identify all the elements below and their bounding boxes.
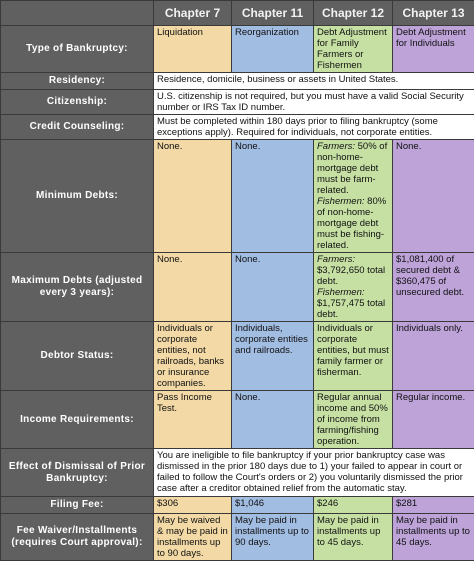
row-label: Citizenship:: [1, 90, 154, 115]
cell-ch11: None.: [232, 391, 314, 449]
row-fee-waiver: [1, 514, 474, 561]
cell-ch13: $1,081,400 of secured debt & $360,475 of unsecured debt.: [393, 253, 474, 322]
cell-ch11: $1,046: [232, 497, 314, 514]
cell-ch13: None.: [393, 140, 474, 253]
header-chapter-12: Chapter 12: [314, 1, 393, 26]
header-chapter-13: Chapter 13: [393, 1, 474, 26]
corner-cell: [1, 1, 154, 26]
cell-ch13: $281: [393, 497, 474, 514]
row-label: Credit Counseling:: [1, 115, 154, 140]
cell-ch12: Individuals or corporate entities, but must family farmer or fisherman.: [314, 322, 393, 391]
row-type-of-bankruptcy: [1, 26, 474, 73]
farmers-label: Farmers:: [317, 254, 355, 265]
cell-ch11: None.: [232, 253, 314, 322]
cell-all-chapters: Must be completed within 180 days prior to filing bankruptcy (some exceptions apply). Required for individuals, not corporate entities.: [154, 115, 474, 140]
row-minimum-debts: [1, 140, 474, 253]
row-debtor-status: [1, 322, 474, 391]
cell-ch11: Reorganization: [232, 26, 314, 73]
cell-ch13: Debt Adjustment for Individuals: [393, 26, 474, 73]
row-filing-fee: [1, 497, 474, 514]
row-label: Debtor Status:: [1, 322, 154, 391]
fishermen-text: $1,757,475 total debt.: [317, 298, 385, 320]
cell-ch12: Regular annual income and 50% of income from farming/fishing operation.: [314, 391, 393, 449]
cell-ch7: Pass Income Test.: [154, 391, 232, 449]
farmers-text: $3,792,650 total debt.: [317, 265, 385, 287]
row-income-requirements: [1, 391, 474, 449]
row-maximum-debts: [1, 253, 474, 322]
row-label: Minimum Debts:: [1, 140, 154, 253]
cell-ch12: [314, 253, 393, 322]
row-citizenship: [1, 90, 474, 115]
cell-ch13: May be paid in installments up to 45 days.: [393, 514, 474, 561]
header-chapter-11: Chapter 11: [232, 1, 314, 26]
fishermen-label: Fishermen:: [317, 287, 365, 298]
cell-ch12: Debt Adjustment for Family Farmers or Fishermen: [314, 26, 393, 73]
header-row: [1, 1, 474, 26]
cell-ch12: May be paid in installments up to 45 days.: [314, 514, 393, 561]
farmers-text: 50% of non-home-mortgage debt must be farm-related.: [317, 141, 387, 196]
row-label: Type of Bankruptcy:: [1, 26, 154, 73]
cell-ch11: None.: [232, 140, 314, 253]
cell-ch7: None.: [154, 140, 232, 253]
cell-all-chapters: You are ineligible to file bankruptcy if your prior bankruptcy case was dismissed in the prior 180 days due to 1) your failed to appear in court or failed to follow the Court's orders or 2) you voluntarily dismissed the prior case after a creditor obtained relief from the automatic stay.: [154, 449, 474, 497]
cell-ch11: May be paid in installments up to 90 days.: [232, 514, 314, 561]
cell-all-chapters: U.S. citizenship is not required, but you must have a valid Social Security number or IRS Tax ID number.: [154, 90, 474, 115]
cell-ch11: Individuals, corporate entities and railroads.: [232, 322, 314, 391]
cell-ch7: Liquidation: [154, 26, 232, 73]
cell-all-chapters: Residence, domicile, business or assets in United States.: [154, 73, 474, 90]
row-label: Residency:: [1, 73, 154, 90]
row-label: Maximum Debts (adjusted every 3 years):: [1, 253, 154, 322]
row-residency: [1, 73, 474, 90]
cell-ch7: None.: [154, 253, 232, 322]
row-credit-counseling: [1, 115, 474, 140]
cell-ch7: May be waived & may be paid in installments up to 90 days.: [154, 514, 232, 561]
row-label: Effect of Dismissal of Prior Bankruptcy:: [1, 449, 154, 497]
header-chapter-7: Chapter 7: [154, 1, 232, 26]
fishermen-label: Fishermen:: [317, 196, 365, 207]
cell-ch13: Regular income.: [393, 391, 474, 449]
cell-ch7: $306: [154, 497, 232, 514]
cell-ch13: Individuals only.: [393, 322, 474, 391]
row-label: Filing Fee:: [1, 497, 154, 514]
cell-ch12: [314, 140, 393, 253]
row-effect-of-dismissal: [1, 449, 474, 497]
row-label: Fee Waiver/Installments (requires Court approval):: [1, 514, 154, 561]
cell-ch7: Individuals or corporate entities, not railroads, banks or insurance companies.: [154, 322, 232, 391]
row-label: Income Requirements:: [1, 391, 154, 449]
fishermen-text: 80% of non-home-mortgage debt must be fishing-related.: [317, 196, 386, 251]
farmers-label: Farmers:: [317, 141, 355, 152]
cell-ch12: $246: [314, 497, 393, 514]
